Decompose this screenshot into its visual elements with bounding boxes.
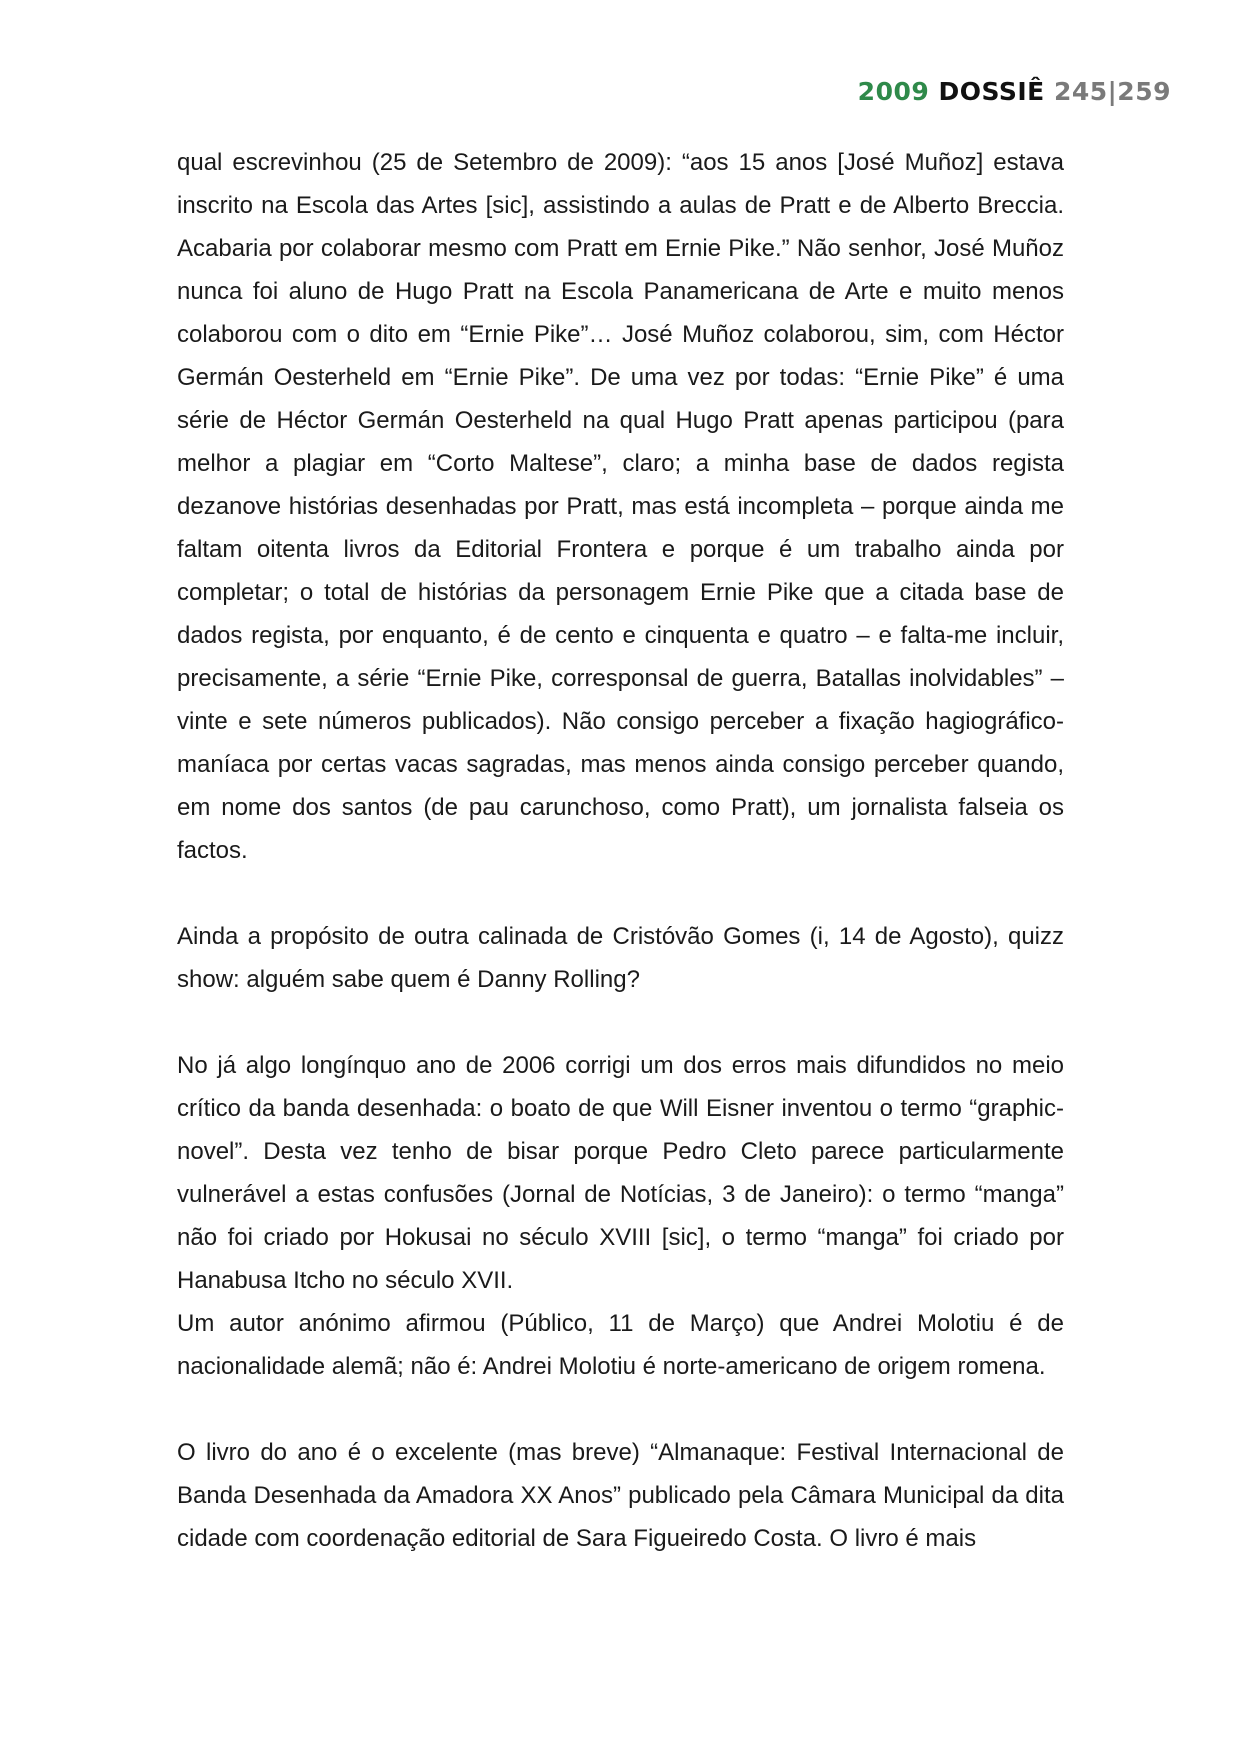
paragraph-danny-rolling: Ainda a propósito de outra calinada de Cristóvão Gomes (i, 14 de Agosto), quizz show: alguém sabe quem é Danny Rolling? <box>177 923 1064 993</box>
paragraph-graphic-novel: No já algo longínquo ano de 2006 corrigi um dos erros mais difundidos no meio crítico da banda desenhada: o boato de que Will Eisner inventou o termo “graphic-novel”. Desta vez tenho de bisar porque Pedro Cleto parece particularmente vulnerável a estas confusões (Jornal de Notícias, 3 de Janeiro): o termo “manga” não foi criado por Hokusai no século XVIII [sic], o termo “manga” foi criado por Hanabusa Itcho no século XVII. <box>177 1052 1064 1294</box>
header-page-numbers: 245|259 <box>1053 77 1171 106</box>
header-section: DOSSIÊ <box>938 77 1045 106</box>
body-text <box>177 141 1064 1603</box>
paragraph-pratt-munoz: qual escrevinhou (25 de Setembro de 2009): “aos 15 anos [José Muñoz] estava inscrito na Escola das Artes [sic], assistindo a aulas de Pratt e de Alberto Breccia. Acabaria por colaborar mesmo com Pratt em Ernie Pike.” Não senhor, José Muñoz nunca foi aluno de Hugo Pratt na Escola Panamericana de Arte e muito menos colaborou com o dito em “Ernie Pike”… José Muñoz colaborou, sim, com Héctor Germán Oesterheld em “Ernie Pike”. De uma vez por todas: “Ernie Pike” é uma série de Héctor Germán Oesterheld na qual Hugo Pratt apenas participou (para melhor a plagiar em “Corto Maltese”, claro; a minha base de dados regista dezanove histórias desenhadas por Pratt, mas está incompleta – porque ainda me faltam oitenta livros da Editorial Frontera e porque é um trabalho ainda por completar; o total de histórias da personagem Ernie Pike que a citada base de dados regista, por enquanto, é de cento e cinquenta e quatro – e falta-me incluir, precisamente, a série “Ernie Pike, corresponsal de guerra, Batallas inolvidables” – vinte e sete números publicados). Não consigo perceber a fixação hagiográfico-maníaca por certas vacas sagradas, mas menos ainda consigo perceber quando, em nome dos santos (de pau carunchoso, como Pratt), um jornalista falseia os factos. <box>177 149 1064 864</box>
running-header <box>858 77 1171 106</box>
paragraph-molotiu: Um autor anónimo afirmou (Público, 11 de Março) que Andrei Molotiu é de nacionalidade alemã; não é: Andrei Molotiu é norte-americano de origem romena. <box>177 1310 1064 1380</box>
paragraph-book-of-year: O livro do ano é o excelente (mas breve) “Almanaque: Festival Internacional de Banda Desenhada da Amadora XX Anos” publicado pela Câmara Municipal da dita cidade com coordenação editorial de Sara Figueiredo Costa. O livro é mais <box>177 1439 1064 1552</box>
header-year: 2009 <box>857 77 930 106</box>
